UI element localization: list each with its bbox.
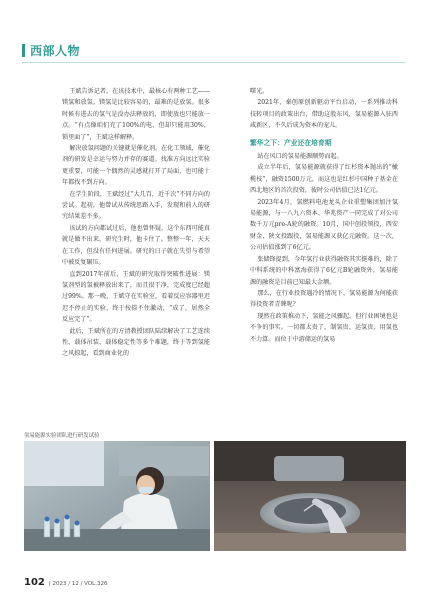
paragraph: 那么，在行业投资遇冷的情况下，氢易能源为何能获得投资者青睐呢？ [250,289,398,309]
paragraph: 2023年4月，氢燃料电池龙头企业重塑集团加注氢易能源，与一八九六资本、华兆资产一同完成了对公司数千万元pre-A轮的融资。10月，国中创投领投，西安财金、陕文投跟投，氢易能源又获亿元融资。这一次，公司估值涨到了6亿元。 [250,198,398,252]
lab-photo-left [24,441,210,551]
paragraph: 现然在政策推动下，氢能之风骤起。但行业困境也是不争的事实。一切都太贵了，制氢贵、运氢贵、用氢也不力算。而位于中游储运的氢易 [250,312,398,343]
sample-handling-image [214,441,406,551]
left-column [62,86,210,360]
section-title: 西部人物 [30,44,81,58]
page-number: 102 [24,577,45,588]
lab-researcher-image [24,441,210,551]
paragraph: 解决放氢问题的关键就是催化剂。在化工领域，催化剂的研发是幸运与努力并存的赛道。找准方向远比实验更重要，可能一个偶然的灵感就打开了局面，也可能十年都找不到方向。 [62,145,210,187]
right-column [250,86,398,345]
section-bar [22,44,25,57]
paragraph: 曙光。 [250,88,269,95]
paragraph: 王斌告诉记者，在该技术中，最核心有两种工艺——镁氢和放氢。镁氢是比较容易的，最难的是放氢。很多时候有进去的氢气是没办法释放的，即使放也只能放一点。“有点像咱们充了100%的电，但却只能用30%，锁里面了”，王斌这样解释。 [62,88,210,141]
lab-photo-right [214,441,406,551]
paragraph: 站在风口的氢易能源顺势而起。 [257,153,343,161]
paragraph: 该试的方向都试过后，他也曾怀疑，这个东西可能真就是做不出来。研究生时，他卡住了。整整一年，天天在工作，但没有任何进展。研究的日子就在失望与希望中被反复碾压。 [62,224,210,267]
section-divider [22,62,405,63]
paragraph: 直到2017年前后，王斌的研究取得突破性进展：镁氢剂型的氢被释放出来了，而且很干净，完成度已经超过99%。那一晚，王斌守在实验室，看着反应容器里迟迟不停止的实验，终于按捺不住激动，“成了，居然全反应完了”。 [62,270,210,324]
section-header [22,42,80,59]
section-subheading: 繁华之下：产业还在培育期 [250,138,332,147]
page-footer [24,577,107,588]
paragraph: 张储锋提到，今年氢行业获得融资其实挺难的，除了中科系统的中科富海获得了6亿元B轮融资外，氢易能源的融资是目前已知最大金额。 [250,255,398,286]
paragraph: 在学生阶段，王斌经过“大几百，近千次”不同方向的尝试。起初，他曾试从传统思路入手，发现和前人的研究结果差不多。 [62,190,210,221]
issue-info: | 2023 / 12 / VOL.326 [48,581,108,587]
paragraph: 此后，王斌所在的方清教授团队陆续解决了工艺连续性、载体吊装、载体稳定性等多个难题，终于等到氢能之风掠起，看到商业化的 [62,327,210,358]
paragraph: 成立半年后，氢易能源就获得了红杉资本抛出的“橄榄枝”，融资1500万元，而这也是红杉中国种子基金在西北地区的首次投资，彼时公司估值已达1亿元。 [250,164,398,195]
paragraph: 2021年，秦创原创新驱动平台启动，一系列推动科技转项目的政策出台，借助这股东风，氢易能源入驻西咸新区，不久后成为资本的宠儿。 [250,99,398,130]
photo-caption: 氢易能源实验团队进行研发试验 [24,433,100,439]
